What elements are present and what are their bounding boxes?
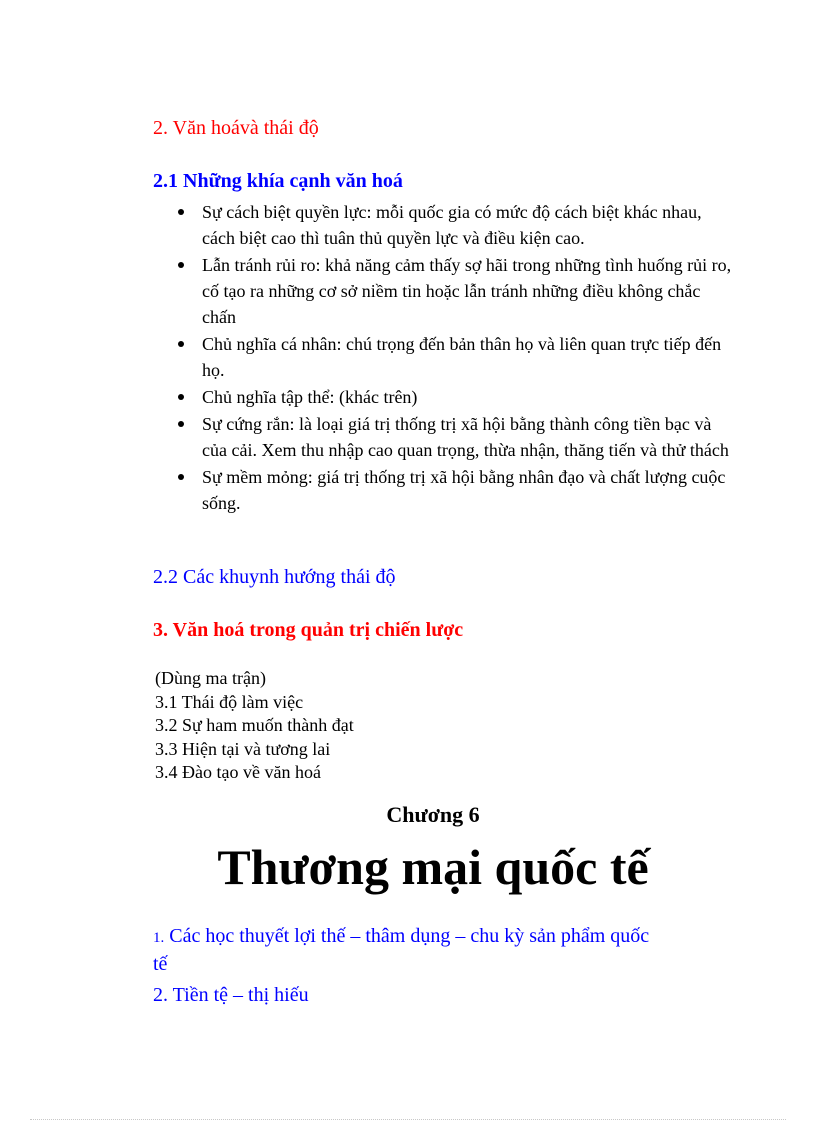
page-bottom-rule	[30, 1119, 786, 1120]
list-item	[176, 331, 736, 383]
section-2-2-heading: 2.2 Các khuynh hướng thái độ	[153, 566, 396, 588]
list-item-text: Sự cứng rắn: là loại giá trị thống trị xã hội bằng thành công tiền bạc và của cải. Xem thu nhập cao quan trọng, thừa nhận, thăng tiến và thử thách	[202, 414, 729, 460]
item-1-continuation: tế	[153, 953, 168, 975]
list-item-text: Sự mềm mỏng: giá trị thống trị xã hội bằng nhân đạo và chất lượng cuộc sống.	[202, 467, 726, 513]
section-2-heading: 2. Văn hoávà thái độ	[153, 117, 319, 139]
section-2-1-heading: 2.1 Những khía cạnh văn hoá	[153, 170, 403, 192]
list-item	[176, 411, 736, 463]
list-item-text: Sự cách biệt quyền lực: mỗi quốc gia có mức độ cách biệt khác nhau, cách biệt cao thì tuân thủ quyền lực và điều kiện cao.	[202, 202, 702, 248]
item-1-line	[153, 925, 649, 948]
list-item	[176, 199, 736, 251]
list-item: 3.1 Thái độ làm việc	[155, 691, 304, 712]
list-item: 3.3 Hiện tại và tương lai	[155, 738, 331, 759]
list-item	[176, 384, 736, 410]
list-item	[176, 252, 736, 330]
list-item: 3.2 Sự ham muốn thành đạt	[155, 715, 354, 735]
bullet-icon	[178, 394, 184, 400]
list-item: 3.4 Đào tạo về văn hoá	[155, 762, 321, 782]
bullet-icon	[178, 474, 184, 480]
list-item-text: Lẫn tránh rủi ro: khả năng cảm thấy sợ hãi trong những tình huống rủi ro, cố tạo ra những cơ sở niềm tin hoặc lẫn tránh những điều không chắc chấn	[202, 255, 732, 327]
list-item: (Dùng ma trận)	[155, 668, 266, 688]
list-item	[176, 464, 736, 516]
list-item-text: Chủ nghĩa tập thể: (khác trên)	[202, 387, 418, 407]
cultural-dimensions-list	[176, 199, 736, 517]
bullet-icon	[178, 421, 184, 427]
item-1-number: 1.	[153, 930, 165, 946]
chapter-label: Chương 6	[386, 802, 480, 827]
list-item-text: Chủ nghĩa cá nhân: chú trọng đến bản thân họ và liên quan trực tiếp đến họ.	[202, 334, 722, 380]
item-1-text: Các học thuyết lợi thế – thâm dụng – chu kỳ sản phẩm quốc	[169, 925, 650, 947]
item-2-line: 2. Tiền tệ – thị hiếu	[153, 984, 309, 1006]
chapter-title: Thương mại quốc tế	[217, 839, 649, 895]
section-3-lines	[155, 667, 354, 785]
bullet-icon	[178, 341, 184, 347]
bullet-icon	[178, 209, 184, 215]
bullet-icon	[178, 262, 184, 268]
section-3-heading: 3. Văn hoá trong quản trị chiến lược	[153, 619, 464, 641]
